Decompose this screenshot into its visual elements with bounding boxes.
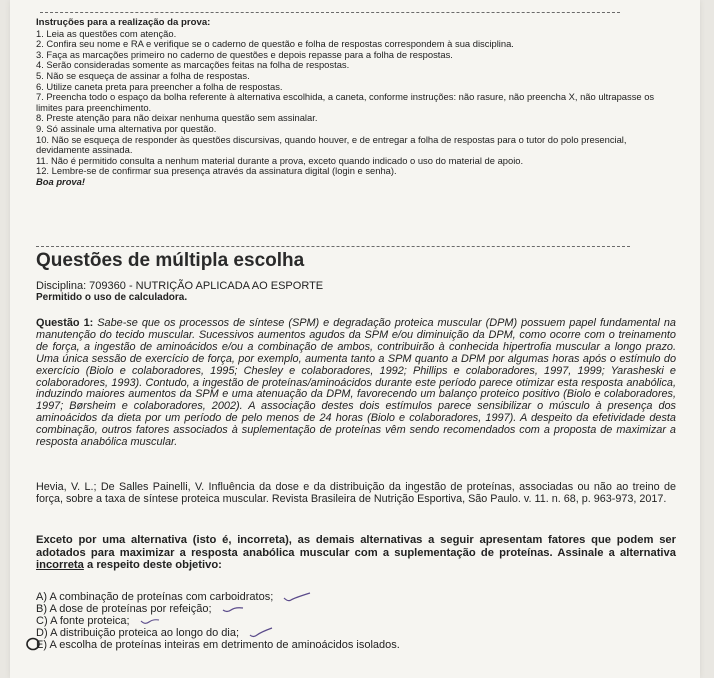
option-letter: E) [36,639,47,652]
instruction-item: 4. Serão consideradas somente as marcações feitas na folha de respostas. [36,59,350,71]
instruction-item: 11. Não é permitido consulta a nenhum material durante a prova, exceto quando indicado o uso do material de apoio. [36,154,524,166]
option-letter: D) [36,627,48,640]
handwritten-check-icon [248,627,274,639]
circled-answer-icon [26,637,40,651]
instruction-item: 7. Preencha todo o espaço da bolha referente à alternativa escolhida, a caneta, conforme instruções: não rasure, não preencha X, não ultrapasse os limites para preenchimento. [36,91,655,113]
instruction-item: 2. Confira seu nome e RA e verifique se o caderno de questão e folha de respostas correspondem à sua disciplina. [36,38,514,50]
handwritten-check-icon [221,604,245,614]
options-list [36,591,676,651]
instruction-item: 9. Só assinale uma alternativa por questão. [36,122,217,134]
handwritten-check-icon [139,616,161,626]
option-letter: C) [36,615,48,628]
option-letter: A) [36,591,47,603]
closing-text: Boa prova! [36,175,85,187]
section-divider [36,246,630,247]
handwritten-check-icon [282,591,312,603]
option-d[interactable] [36,627,676,639]
option-text: A combinação de proteínas com carboidratos; [49,591,274,603]
option-text: A dose de proteínas por refeição; [49,603,212,616]
instruction-item: 1. Leia as questões com atenção. [36,27,177,39]
top-divider [40,12,620,13]
option-b[interactable] [36,603,676,615]
question-body: Sabe-se que os processos de síntese (SPM) e degradação proteica muscular (DPM) possuem papel fundamental na manutenção do tecido muscular. Sucessivos aumentos agudos da SPM e/ou diminuição da DPM, como ocorre com o treinamento de força, a ingestão de aminoácidos e/ou a combinação de ambos, contribuirão à conhecida hipertrofia muscular a longo prazo. Uma única sessão de exercício de força, por exemplo, aumenta tanto a SPM quanto a DPM por algumas horas após o estímulo do exercício (Biolo e colaboradores, 1995; Chesley e colaboradores, 1992; Phillips e colaboradores, 1997, 1999; Yarasheski e colaboradores, 1993). Contudo, a ingestão de proteínas/aminoácidos durante este período parece otimizar esta resposta anabólica, induzindo maiores aumentos da SPM e uma atenuação da DPM, favorecendo um balanço proteico positivo (Biolo e colaboradores, 1997; Børsheim e colaboradores, 2002). A associação destes dois estímulos parece sensibilizar o músculo à presença dos aminoácidos da dieta por um período de pelo menos de 24 horas (Biolo e colaboradores, 1997). A despeito da efetividade desta combinação, outros fatores associados à suplementação de proteínas vêm sendo recomendados com a proposta de maximizar a resposta anabólica muscular. [36,317,676,449]
discipline-block [36,280,323,304]
instructions-title: Instruções para a realização da prova: [36,17,211,28]
instruction-item: 6. Utilize caneta preta para preencher a folha de respostas. [36,80,283,92]
stem-text-end: a respeito deste objetivo: [83,559,222,572]
instruction-item: 3. Faça as marcações primeiro no caderno de questões e depois repasse para a folha de respostas. [36,48,453,60]
option-letter: B) [36,603,47,616]
instruction-item: 8. Preste atenção para não deixar nenhuma questão sem assinalar. [36,112,318,124]
stem-emphasis: incorreta [36,559,84,572]
option-text: A fonte proteica; [50,615,130,628]
option-a[interactable] [36,591,676,603]
option-text: A distribuição proteica ao longo do dia; [50,627,240,640]
instruction-item: 10. Não se esqueça de responder às questões discursivas, quando houver, e de entregar a folha de respostas para o tutor do polo presencial, devidamente assinada. [36,133,627,156]
stem-text: Exceto por uma alternativa (isto é, incorreta), as demais alternativas a seguir apresentam fatores que podem ser adotados para maximizar a resposta anabólica muscular com a suplementação de proteínas. Assinale a alternativa [36,534,676,559]
section-title: Questões de múltipla escolha [36,250,305,271]
option-e[interactable] [36,639,676,651]
question-stem [36,534,676,572]
question-label: Questão 1: [36,317,94,329]
question-text [36,318,676,449]
instructions-block [36,18,676,188]
instruction-item: 5. Não se esqueça de assinar a folha de respostas. [36,69,250,81]
option-text: A escolha de proteínas inteiras em detrimento de aminoácidos isolados. [49,639,400,652]
question-reference: Hevia, V. L.; De Salles Painelli, V. Influência da dose e da distribuição da ingestão de proteínas, associadas ou não ao treino de força, sobre a taxa de síntese proteica muscular. Revista Brasileira de Nutrição Esportiva, São Paulo. v. 11. n. 68, p. 963-973, 2017. [36,481,676,505]
exam-sheet [10,0,700,678]
instruction-item: 12. Lembre-se de confirmar sua presença através da assinatura digital (login e senha). [36,165,397,177]
permission-note: Permitido o uso de calculadora. [36,292,188,303]
option-c[interactable] [36,615,676,627]
discipline-line: Disciplina: 709360 - NUTRIÇÃO APLICADA AO ESPORTE [36,280,324,292]
